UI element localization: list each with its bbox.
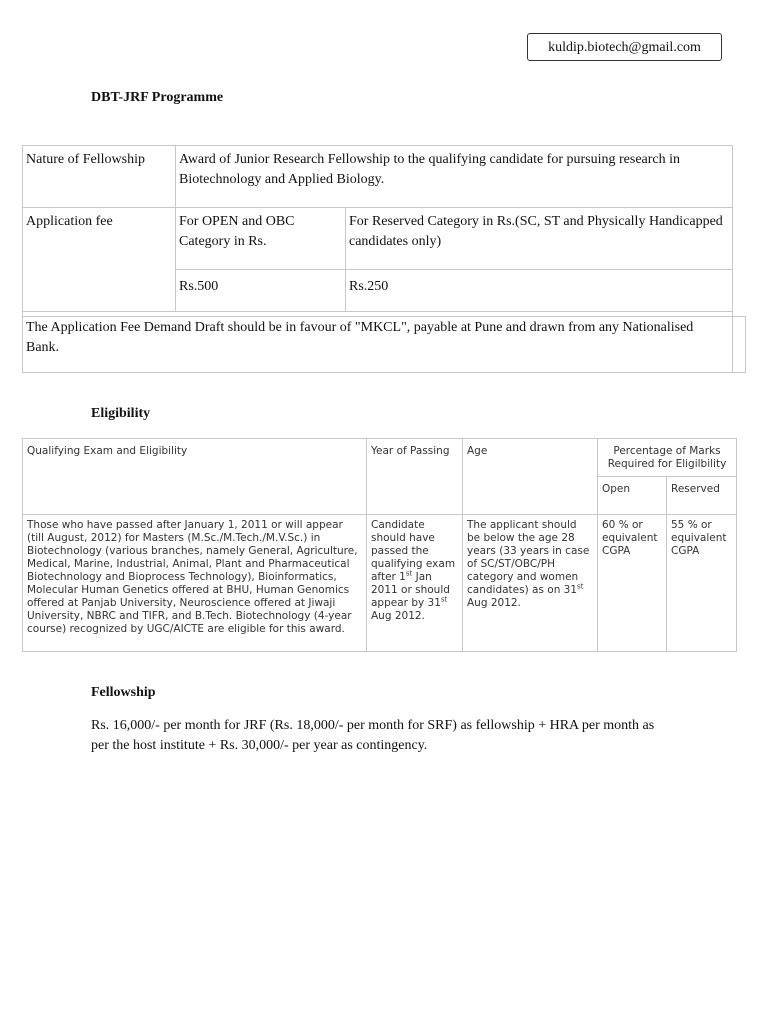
year-cell <box>367 514 462 628</box>
col-percent-header: Percentage of Marks Required for Eligilbility <box>607 445 727 470</box>
page-title: DBT-JRF Programme <box>91 90 224 105</box>
fellowship-heading: Fellowship <box>91 685 156 700</box>
age-text-1: The applicant should be below the age 28 years (33 years in case of SC/ST/OBC/PH category and women candidates) as on 31 <box>467 519 590 596</box>
email-box: kuldip.biotech@gmail.com <box>527 33 722 61</box>
open-obc-fee: Rs.500 <box>179 279 219 294</box>
year-text-3: Aug 2012. <box>371 610 425 622</box>
year-text-1: Candidate should have passed the qualifying exam after 1 <box>371 519 456 583</box>
age-text-2: Aug 2012. <box>467 597 521 609</box>
reserved-fee: Rs.250 <box>349 279 389 294</box>
col-year-header: Year of Passing <box>371 445 450 457</box>
year-text-2: Jan 2011 or should appear by 31 <box>371 571 450 609</box>
col-age-header: Age <box>467 445 488 457</box>
dd-note: The Application Fee Demand Draft should be in favour of "MKCL", payable at Pune and drawn from any Nationalised Bank. <box>26 320 694 355</box>
age-sup: st <box>577 582 584 591</box>
year-sup-1: st <box>405 569 413 578</box>
open-value: 60 % or equivalent CGPA <box>602 519 658 557</box>
reserved-value: 55 % or equivalent CGPA <box>671 519 727 557</box>
fee-label: Application fee <box>26 214 113 229</box>
nature-value: Award of Junior Research Fellowship to the qualifying candidate for pursuing research in Biotechnology and Applied Biology. <box>179 152 681 187</box>
year-sup-2: st <box>440 595 448 604</box>
open-obc-label: For OPEN and OBC Category in Rs. <box>179 214 295 249</box>
col-exam-header: Qualifying Exam and Eligibility <box>27 445 188 457</box>
fellowship-text: Rs. 16,000/- per month for JRF (Rs. 18,000/- per month for SRF) as fellowship + HRA per month as per the host institute + Rs. 30,000/- per year as contingency. <box>91 718 655 753</box>
eligibility-heading: Eligibility <box>91 406 151 421</box>
age-cell <box>463 514 597 615</box>
nature-label: Nature of Fellowship <box>26 152 145 167</box>
col-open-header: Open <box>602 483 631 495</box>
col-reserved-header: Reserved <box>671 483 720 495</box>
exam-cell: Those who have passed after January 1, 2011 or will appear (till August, 2012) for Masters (M.Sc./M.Tech./M.V.Sc.) in Biotechnology (various branches, namely General, Agriculture, Medical, Marine, Industrial, Animal, Plant and Pharmaceutical Biotechnology and Bioprocess Technology), Bioinformatics, Molecular Human Genetics offered at BHU, Human Genomics offered at Panjab University, Neuroscience offered at Jiwaji University, NBRC and TIFR, and B.Tech. Biotechnology (4-year course) recognized by UGC/AICTE are eligible for this award. <box>27 519 358 635</box>
reserved-label: For Reserved Category in Rs.(SC, ST and Physically Handicapped candidates only) <box>349 214 723 249</box>
